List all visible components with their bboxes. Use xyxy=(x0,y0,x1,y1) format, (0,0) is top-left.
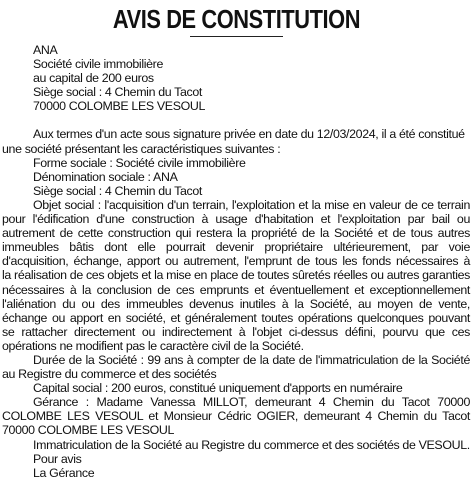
characteristic-line: Siège social : 4 Chemin du Tacot xyxy=(33,183,203,198)
company-name: ANA xyxy=(33,43,58,57)
notice-body xyxy=(2,43,470,480)
intro-line: une société présentant les caractéristiques suivantes : xyxy=(2,141,281,156)
company-capital: au capital de 200 euros xyxy=(33,71,154,86)
signature-line: La Gérance xyxy=(33,465,95,480)
gerance-line: COLOMBE LES VESOUL et Monsieur Cédric OGIER, demeurant 4 Chemin du Tacot xyxy=(2,409,470,424)
characteristic-line: Forme sociale : Société civile immobilière xyxy=(33,155,246,170)
duree-line: au Registre du commerce et des sociétés xyxy=(2,367,217,382)
company-city: 70000 COLOMBE LES VESOUL xyxy=(33,99,206,114)
paragraph-gap xyxy=(2,113,470,127)
title-underline xyxy=(190,36,283,37)
company-form: Société civile immobilière xyxy=(33,57,163,72)
capital-line: Capital social : 200 euros, constitué uniquement d'apports en numéraire xyxy=(33,381,403,396)
objet-social-line: pour l'édification d'une construction à usage d'habitation et l'exploitation par bail ou xyxy=(2,212,470,227)
objet-social-line: immeubles bâtis dont elle pourrait devenir propriétaire ultérieurement, par voie xyxy=(2,240,470,255)
objet-social-line: se rattacher directement ou indirectement à l'objet ci-dessus défini, pourvu que ces xyxy=(2,324,470,339)
characteristic-line: Dénomination sociale : ANA xyxy=(33,169,178,184)
objet-social-line: nécessaires à la conclusion de ces emprunts et éventuellement et exceptionnellement xyxy=(2,282,470,297)
objet-social-line: d'acquisition, échange, apport ou autrement, l'emprunt de tous les fonds nécessaires à xyxy=(2,254,470,269)
immatriculation-line: Immatriculation de la Société au Registre du commerce et des sociétés de VESOUL. xyxy=(33,437,470,452)
objet-social-line: échange ou apport en société, et généralement toutes opérations quelconques pouvant xyxy=(2,310,470,325)
notice-title: AVIS DE CONSTITUTION xyxy=(112,4,361,34)
objet-social-line: opérations ne modifient pas le caractère civil de la Société. xyxy=(2,338,304,353)
gerance-line: 70000 COLOMBE LES VESOUL xyxy=(2,423,175,438)
objet-social-line: Objet social : l'acquisition d'un terrain, l'exploitation et la mise en valeur de ce terrain xyxy=(33,197,470,212)
gerance-line: Gérance : Madame Vanessa MILLOT, demeurant 4 Chemin du Tacot 70000 xyxy=(33,395,470,410)
company-address: Siège social : 4 Chemin du Tacot xyxy=(33,85,203,100)
objet-social-line: l'aliénation du ou des immeubles devenus inutiles à la Société, au moyen de vente, xyxy=(2,296,470,311)
closing-line: Pour avis xyxy=(33,451,82,466)
objet-social-line: la réalisation de ces objets et la mise en place de toutes sûretés réelles ou autres garanties xyxy=(2,268,470,283)
duree-line: Durée de la Société : 99 ans à compter de la date de l'immatriculation de la Société xyxy=(33,352,470,367)
intro-line: Aux termes d'un acte sous signature privée en date du 12/03/2024, il a été constitué xyxy=(33,127,465,142)
objet-social-line: autrement de cette construction qui restera la propriété de la Société et de tous autres xyxy=(2,226,470,241)
